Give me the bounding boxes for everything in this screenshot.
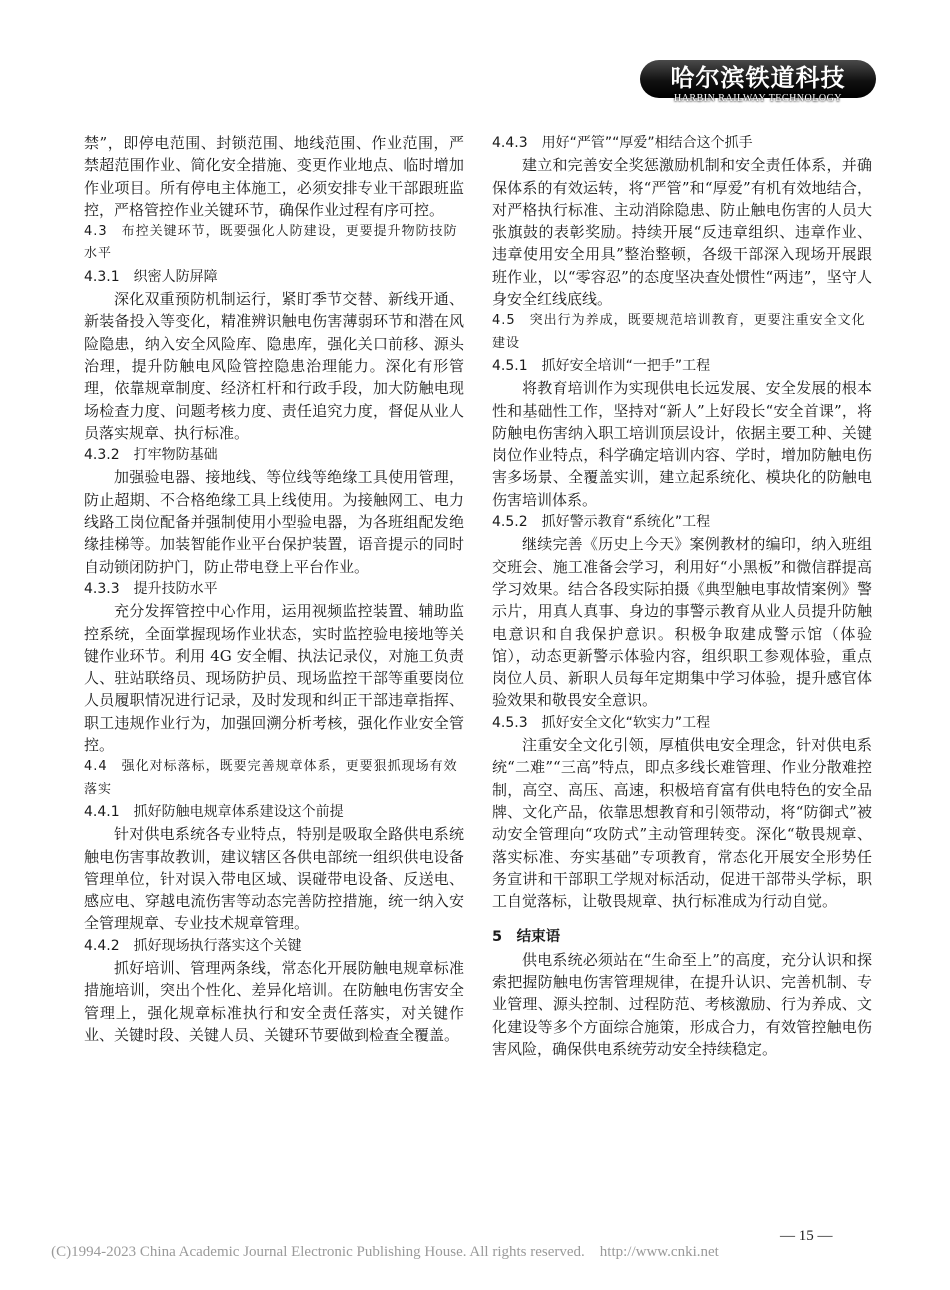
section-5-heading: 5 结束语 (492, 929, 561, 946)
section-4-4-1-body: 针对供电系统各专业特点，特别是吸取全路供电系统触电伤害事故教训，建议辖区各供电部统一组织供电设备管理单位，针对误入带电区域、误碰带电设备、反送电、感应电、穿越电流伤害等动态完善防控措施，统一纳入安全管理规章、专业技术规章管理。 (84, 825, 464, 933)
left-column (84, 132, 464, 1046)
section-4-5-3-body: 注重安全文化引领，厚植供电安全理念，针对供电系统“二难”“三高”特点，即点多线长难管理、作业分散难控制，高空、高压、高速，积极培育富有供电特色的安全品牌、文化产品，依靠思想教育和引领带动，将“防御式”被动安全管理向“攻防式”主动管理转变。深化“敬畏规章、落实标准、夯实基础”专项教育，常态化开展安全形势任务宣讲和干部职工学规对标活动，促进干部带头学标，职工自觉落标，让敬畏规章、执行标准成为行动自觉。 (492, 736, 872, 911)
section-4-3-3-heading: 4.3.3 提升技防水平 (84, 580, 218, 597)
section-4-4-3-heading: 4.4.3 用好“严管”“厚爱”相结合这个抓手 (492, 135, 753, 151)
section-4-4-heading: 4.4 强化对标落标，既要完善规章体系，更要狠抓现场有效落实 (84, 759, 458, 797)
section-4-5-1-body: 将教育培训作为实现供电长远发展、安全发展的根本性和基础性工作，坚持对“新人”上好段长“安全首课”，将防触电伤害纳入职工培训顶层设计，依据主要工种、关键岗位作业特点，科学确定培训内容、学时，增加防触电伤害多场景、全覆盖实训，建立起系统化、模块化的防触电伤害培训体系。 (492, 379, 872, 509)
page-number: — 15 — (780, 1228, 833, 1244)
section-4-3-3-body: 充分发挥管控中心作用，运用视频监控装置、辅助监控系统，全面掌握现场作业状态，实时监控验电接地等关键作业环节。利用 4G 安全帽、执法记录仪，对施工负责人、驻站联络员、现场防护员、现场监控干部等重要岗位人员履职情况进行记录，及时发现和纠正干部违章指挥、职工违规作业行为，加强回溯分析考核，强化作业安全管控。 (84, 602, 464, 755)
section-4-3-heading: 4.3 布控关键环节，既要强化人防建设，更要提升物防技防水平 (84, 224, 458, 262)
paragraph-continued: 禁”，即停电范围、封锁范围、地线范围、作业范围，严禁超范围作业、简化安全措施、变更作业地点、临时增加作业项目。所有停电主体施工，必须安排专业干部跟班监控，严格管控作业关键环节，确保作业过程有序可控。 (84, 134, 464, 219)
journal-title: 哈尔滨铁道科技 (670, 64, 846, 92)
section-4-4-3-body: 建立和完善安全奖惩激励机制和安全责任体系，并确保体系的有效运转，将“严管”和“厚爱”有机有效地结合，对严格执行标准、主动消除隐患、防止触电伤害的人员大张旗鼓的表彰奖励。持续开展“反违章组织、违章作业、违章使用安全用具”整治整顿，各级干部深入现场开展跟班作业，以“零容忍”的态度坚决查处惯性“两违”，坚守人身安全红线底线。 (492, 156, 872, 309)
section-4-3-1-heading: 4.3.1 织密人防屏障 (84, 268, 218, 285)
copyright-footer: (C)1994-2023 China Academic Journal Electronic Publishing House. All rights reserved. http://www.cnki.net (51, 1244, 719, 1260)
section-4-3-2-heading: 4.3.2 打牢物防基础 (84, 447, 218, 464)
right-column (492, 132, 872, 1060)
section-4-5-3-heading: 4.5.3 抓好安全文化“软实力”工程 (492, 714, 711, 731)
section-4-5-2-body: 继续完善《历史上今天》案例教材的编印，纳入班组交班会、施工准备会学习，利用好“小黑板”和微信群提高学习效果。结合各段实际拍摄《典型触电事故情案例》警示片，用真人真事、身边的事警示教育从业人员提升防触电意识和自我保护意识。积极争取建成警示馆（体验馆），动态更新警示体验内容，组织职工参观体验，重点岗位人员、新职人员每年定期集中学习体验，提升感官体验效果和敬畏安全意识。 (492, 535, 872, 710)
section-5-body: 供电系统必须站在“生命至上”的高度，充分认识和探索把握防触电伤害管理规律，在提升认识、完善机制、专业管理、源头控制、过程防范、考核激励、行为养成、文化建设等多个方面综合施策，形成合力，有效管控触电伤害风险，确保供电系统劳动安全持续稳定。 (492, 950, 872, 1058)
section-4-4-2-body: 抓好培训、管理两条线，常态化开展防触电规章标准措施培训，突出个性化、差异化培训。在防触电伤害安全管理上，强化规章标准执行和安全责任落实，对关键作业、关键时段、关键人员、关键环节要做到检查全覆盖。 (84, 958, 464, 1044)
section-4-5-2-heading: 4.5.2 抓好警示教育“系统化”工程 (492, 514, 711, 531)
journal-logo (640, 60, 876, 106)
section-4-3-2-body: 加强验电器、接地线、等位线等绝缘工具使用管理，防止超期、不合格绝缘工具上线使用。为接触网工、电力线路工岗位配备并强制使用小型验电器，为各班组配发绝缘挂梯等。加装智能作业平台保护装置，语音提示的同时自动锁闭防护门，防止带电登上平台作业。 (84, 468, 464, 576)
section-4-4-1-heading: 4.4.1 抓好防触电规章体系建设这个前提 (84, 803, 344, 820)
section-4-5-1-heading: 4.5.1 抓好安全培训“一把手”工程 (492, 357, 711, 374)
section-4-5-heading: 4.5 突出行为养成，既要规范培训教育，更要注重安全文化建设 (492, 313, 866, 351)
journal-subtitle: HARBIN RAILWAY TECHNOLOGY (673, 93, 843, 104)
section-4-4-2-heading: 4.4.2 抓好现场执行落实这个关键 (84, 937, 302, 954)
section-4-3-1-body: 深化双重预防机制运行，紧盯季节交替、新线开通、新装备投入等变化，精准辨识触电伤害薄弱环节和潜在风险隐患，纳入安全风险库、隐患库，强化关口前移、源头治理，提升防触电风险管控隐患治理能力。深化有形管理，依靠规章制度、经济杠杆和行政手段，加大防触电现场检查力度、问题考核力度、责任追究力度，督促从业人员落实规章、执行标准。 (84, 290, 464, 442)
